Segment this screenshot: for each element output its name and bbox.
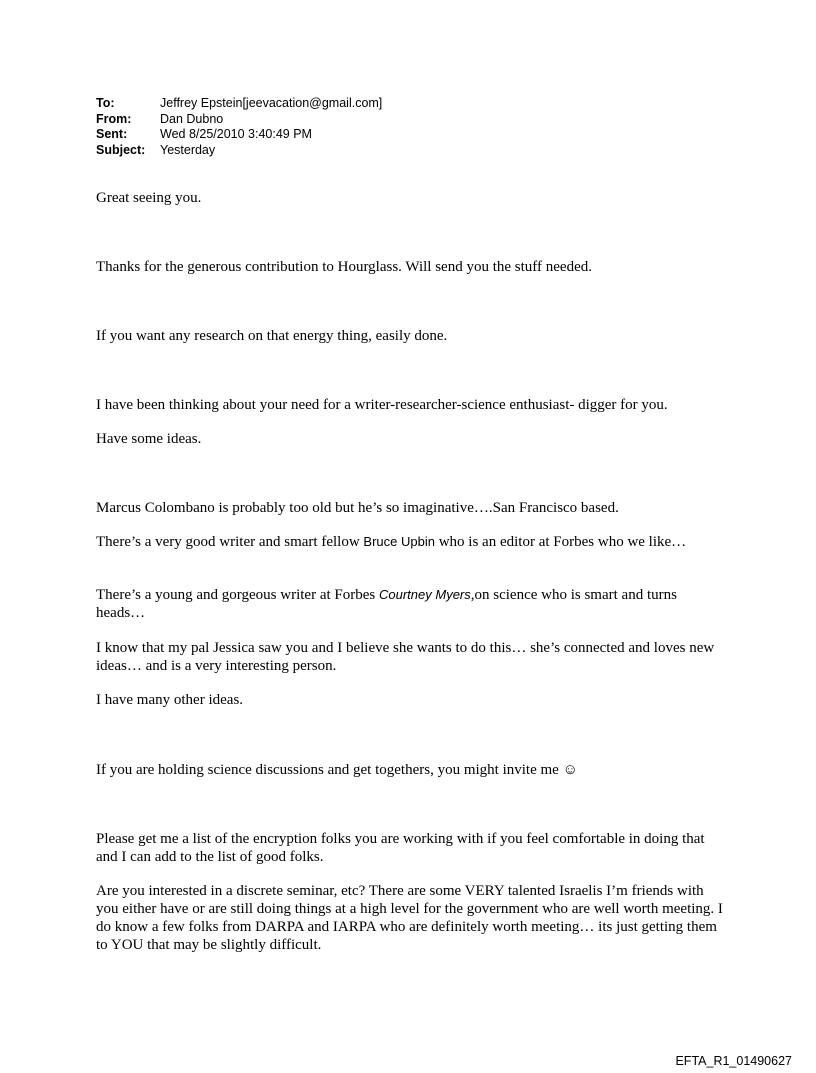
paragraph-block-8 (96, 586, 726, 622)
paragraph-other-ideas: I have many other ideas. (96, 692, 244, 708)
sent-label: Sent: (96, 127, 128, 141)
subject-label: Subject: (96, 142, 146, 157)
paragraph-block-3 (96, 327, 726, 345)
paragraph-block-9 (96, 639, 726, 675)
myers-name: Courtney Myers (379, 587, 471, 602)
paragraph-contribution: Thanks for the generous contribution to Hourglass. Will send you the stuff needed. (96, 259, 592, 275)
sent-value: Wed 8/25/2010 3:40:49 PM (160, 127, 312, 141)
upbin-name: Bruce Upbin (363, 534, 435, 549)
paragraph-seminar: Are you interested in a discrete seminar, etc? There are some VERY talented Israelis I’m friends with you either have or are still doing things at a high level for the government who are well worth meeting. I do know a few folks from DARPA and IARPA who are definitely worth meeting… its just getting them to YOU that may be slightly difficult. (96, 883, 723, 953)
paragraph-block-5 (96, 430, 726, 448)
paragraph-block-6 (96, 499, 726, 517)
paragraph-block-7 (96, 533, 726, 551)
email-header (96, 96, 382, 158)
to-value: Jeffrey Epstein[jeevacation@gmail.com] (160, 96, 383, 110)
upbin-text-b: who is an editor at Forbes who we like… (434, 534, 687, 550)
paragraph-block-10 (96, 691, 726, 709)
myers-text-a: There’s a young and gorgeous writer at Forbes (96, 587, 379, 603)
paragraph-block-11 (96, 761, 726, 779)
paragraph-greeting: Great seeing you. (96, 190, 202, 206)
subject-row (96, 143, 382, 159)
paragraph-block-13 (96, 882, 726, 954)
paragraph-block-4 (96, 396, 726, 414)
from-value: Dan Dubno (160, 111, 224, 126)
myers-text-b: ,on science who is smart and turns heads… (96, 587, 677, 621)
paragraph-colombano: Marcus Colombano is probably too old but he’s so imaginative….San Francisco based. (96, 500, 619, 516)
email-body (96, 189, 726, 207)
paragraph-block-12 (96, 830, 726, 866)
paragraph-myers (96, 586, 726, 622)
to-row (96, 96, 382, 112)
from-row (96, 112, 382, 128)
paragraph-research: If you want any research on that energy thing, easily done. (96, 328, 448, 344)
upbin-text-a: There’s a very good writer and smart fellow (96, 534, 364, 550)
paragraph-writer-need: I have been thinking about your need for a writer-researcher-science enthusiast- digger for you. (96, 397, 668, 413)
document-id: EFTA_R1_01490627 (675, 1054, 792, 1068)
paragraph-block-2 (96, 258, 726, 276)
sent-row (96, 127, 382, 143)
subject-value: Yesterday (160, 142, 216, 157)
to-label: To: (96, 96, 115, 110)
paragraph-upbin (96, 533, 726, 551)
paragraph-encryption: Please get me a list of the encryption folks you are working with if you feel comfortable in doing that and I can add to the list of good folks. (96, 831, 705, 865)
from-label: From: (96, 111, 132, 126)
paragraph-jessica: I know that my pal Jessica saw you and I believe she wants to do this… she’s connected and loves new ideas… and is a very interesting person. (96, 640, 715, 674)
paragraph-ideas: Have some ideas. (96, 431, 202, 447)
paragraph-science-discussions: If you are holding science discussions and get togethers, you might invite me ☺ (96, 762, 578, 778)
